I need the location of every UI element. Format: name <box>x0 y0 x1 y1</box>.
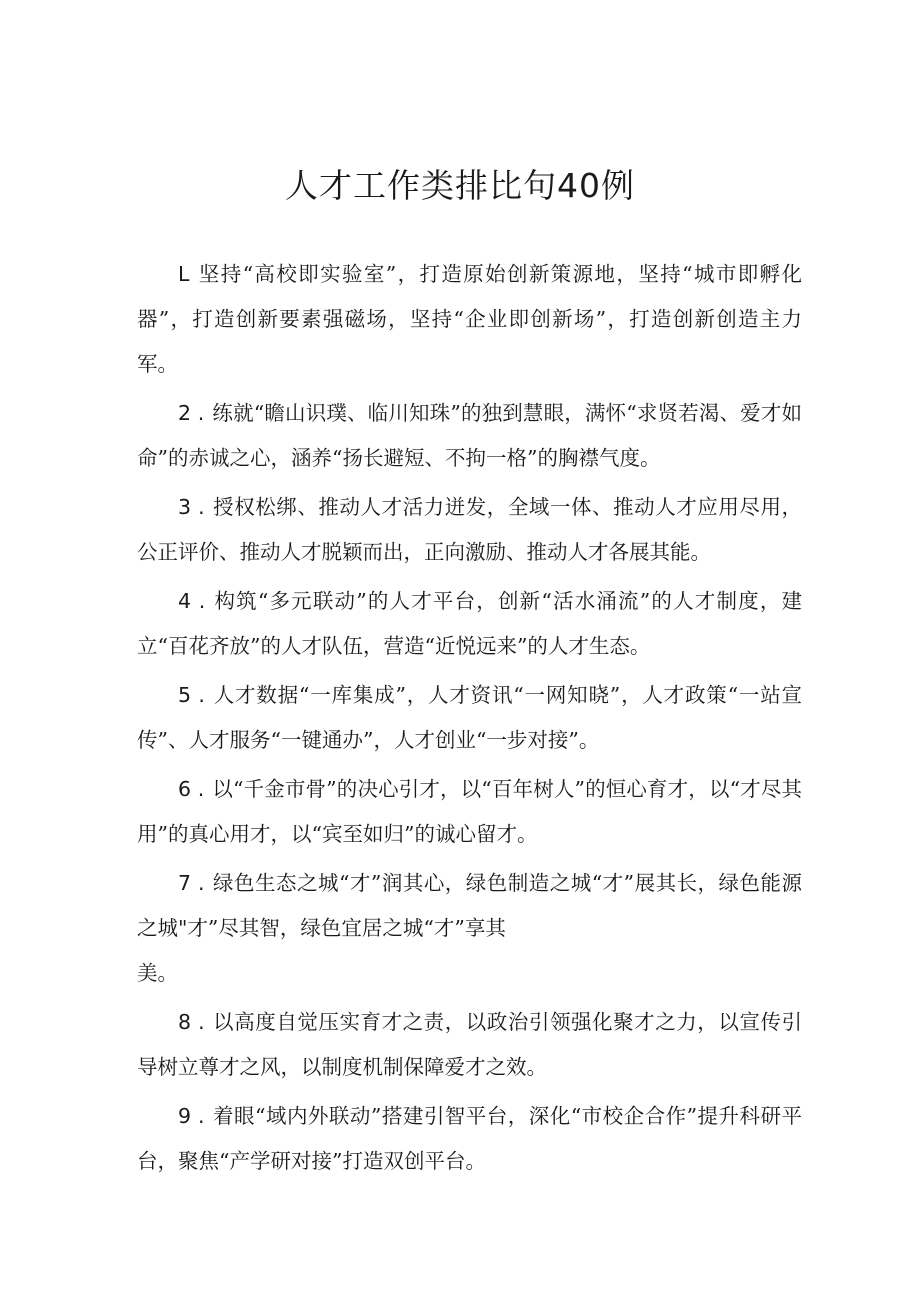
item-text: 以高度自觉压实育才之责，以政治引领强化聚才之力，以宣传引导树立尊才之风，以制度机制保障爱才之效。 <box>137 1010 802 1079</box>
item-text: 坚持“高校即实验室”，打造原始创新策源地，坚持“城市即孵化器”，打造创新要素强磁场，坚持“企业即创新场”，打造创新创造主力军。 <box>137 262 802 376</box>
document-body <box>137 252 802 1188</box>
item-number: 7 . <box>178 871 205 895</box>
item-text-tail: 美。 <box>137 961 178 985</box>
item-number: 4 . <box>178 589 206 613</box>
item-number: 2 . <box>178 401 205 425</box>
document-title: 人才工作类排比句40例 <box>285 166 635 205</box>
item-text: 构筑“多元联动”的人才平台，创新“活水涌流”的人才制度，建立“百花齐放”的人才队伍，营造“近悦远来”的人才生态。 <box>137 589 803 658</box>
list-item <box>137 485 802 575</box>
list-item <box>137 391 802 481</box>
item-number: 5 . <box>178 683 205 707</box>
list-item <box>137 767 802 857</box>
item-number: 8 . <box>178 1010 205 1034</box>
item-text: 着眼“域内外联动”搭建引智平台，深化“市校企合作”提升科研平台，聚焦“产学研对接”打造双创平台。 <box>137 1104 802 1173</box>
list-item <box>137 252 802 387</box>
list-item <box>137 579 802 669</box>
list-item <box>137 1094 802 1184</box>
item-text: 绿色生态之城“才”润其心，绿色制造之城“才”展其长，绿色能源之城"才”尽其智，绿色宜居之城“才”享其 <box>137 871 802 940</box>
list-item <box>137 1000 802 1090</box>
item-text: 授权松绑、推动人才活力迸发，全域一体、推动人才应用尽用，公正评价、推动人才脱颖而出，正向激励、推动人才各展其能。 <box>137 495 802 564</box>
item-text: 练就“瞻山识璞、临川知珠”的独到慧眼，满怀“求贤若渴、爱才如命”的赤诚之心，涵养“扬长避短、不拘一格”的胸襟气度。 <box>137 401 802 470</box>
item-number: 9 . <box>178 1104 205 1128</box>
item-text: 以“千金市骨”的决心引才，以“百年树人”的恒心育才，以“才尽其用”的真心用才，以“宾至如归”的诚心留才。 <box>137 777 802 846</box>
item-number: L <box>178 262 190 286</box>
list-item <box>137 673 802 763</box>
item-number: 6 . <box>178 777 205 801</box>
item-number: 3 . <box>178 495 205 519</box>
list-item <box>137 861 802 996</box>
item-text: 人才数据“一库集成”，人才资讯“一网知晓”，人才政策“一站宣传”、人才服务“一键通办”，人才创业“一步对接”。 <box>137 683 802 752</box>
